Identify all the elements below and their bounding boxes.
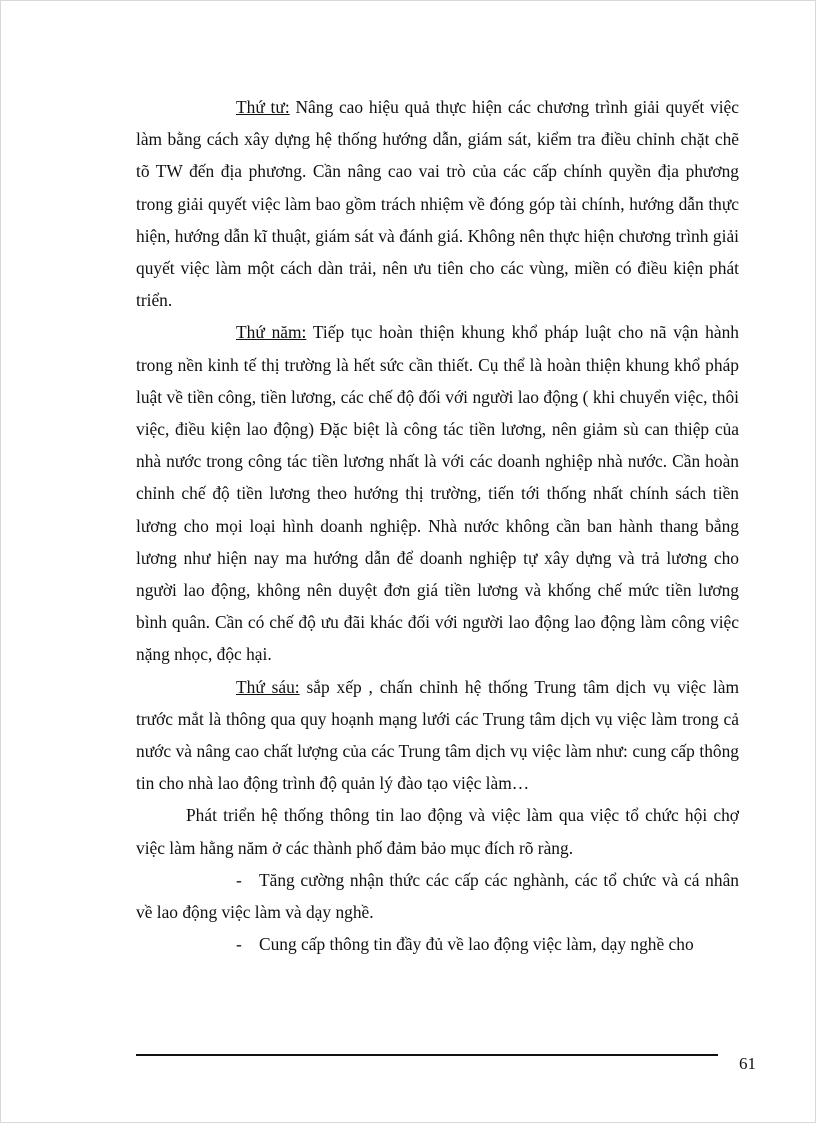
bullet-item [136,928,739,960]
paragraph-text-thu-sau: sắp xếp , chấn chỉnh hệ thống Trung tâm dịch vụ việc làm trước mắt là thông qua quy hoạnh mạng lưới các Trung tâm dịch vụ việc làm trong cả nước và nâng cao chất lượng của các Trung tâm dịch vụ việc làm như: cung cấp thông tin cho nhà lao động trình độ quản lý đào tạo việc làm… [136,676,739,794]
bullet-marker: - [236,869,242,890]
paragraph-text-phat-trien: Phát triển hệ thống thông tin lao động và việc làm qua việc tổ chức hội chợ việc làm hằng năm ở các thành phố đảm bảo mục đích rõ ràng. [136,805,739,858]
paragraph-thu-sau [136,671,739,800]
bullet-item [136,864,739,928]
bullet-text: Cung cấp thông tin đầy đủ về lao động việc làm, dạy nghề cho [259,934,694,955]
page-number: 61 [739,1054,756,1073]
bullet-text: Tăng cường nhận thức các cấp các nghành, các tổ chức và cá nhân về lao động việc làm và dạy nghề. [136,869,739,923]
bullet-marker: - [236,934,242,955]
footer-rule [136,1054,718,1056]
paragraph-text-thu-tu: Nâng cao hiệu quả thực hiện các chương trình giải quyết việc làm bằng cách xây dựng hệ thống hướng dẫn, giám sát, kiểm tra điều chỉnh chặt chẽ tõ TW đến địa phương. Cần nâng cao vai trò của các cấp chính quyền địa phương trong giải quyết việc làm bao gồm trách nhiệm về đóng góp tài chính, hướng dẫn thực hiện, hướng dẫn kĩ thuật, giám sát và đánh giá. Không nên thực hiện chương trình giải quyết việc làm một cách dàn trải, nên ưu tiên cho các vùng, miền có điều kiện phát triển. [136,97,739,311]
body-text [136,91,739,960]
paragraph-thu-tu [136,91,739,316]
heading-label-thu-tu: Thứ tư: [236,97,290,117]
paragraph-phat-trien [136,799,739,863]
heading-label-thu-nam: Thứ năm: [236,322,307,343]
paragraph-text-thu-nam: Tiếp tục hoàn thiện khung khổ pháp luật cho nã vận hành trong nền kinh tế thị trường là hết sức cần thiết. Cụ thể là hoàn thiện khung khổ pháp luật về tiền công, tiền lương, các chế độ đối với người lao động ( khi chuyển việc, thôi việc, điều kiện lao động) Đặc biệt là công tác tiền lương, nên giảm sù can thiệp của nhà nước trong công tác tiền lương nhất là với các doanh nghiệp nhà nước. Cần hoàn chỉnh chế độ tiền lương theo hướng thị trường, tiến tới thống nhất chính sách tiền lương cho mọi loại hình doanh nghiệp. Nhà nước không cần ban hành thang bẳng lương như hiện nay ma hướng dẫn để doanh nghiệp tự xây dựng và trả lương cho người lao động, không nên duyệt đơn giá tiền lương và khống chế mức tiền lương bình quân. Cần có chế độ ưu đãi khác đối với người lao động lao động làm công việc nặng nhọc, độc hại. [136,322,739,665]
paragraph-thu-nam [136,316,739,670]
heading-label-thu-sau: Thứ sáu: [236,676,300,697]
